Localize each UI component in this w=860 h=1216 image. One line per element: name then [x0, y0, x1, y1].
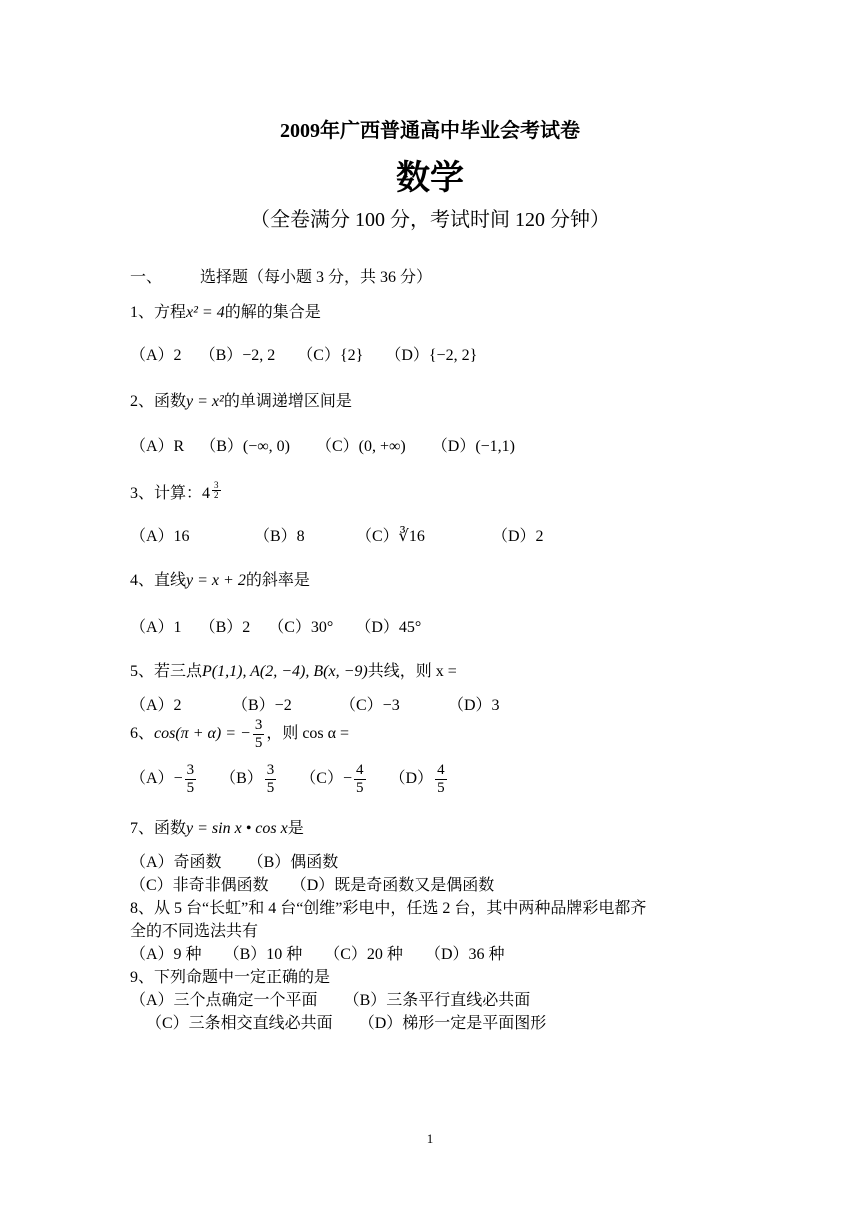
q8-option-a[interactable]: （A）9 种 — [130, 946, 202, 963]
q6-option-c[interactable] — [300, 762, 367, 797]
q2-option-d[interactable]: （D）(−1,1) — [431, 438, 516, 455]
q7-option-d[interactable]: （D）既是奇函数又是偶函数 — [290, 877, 495, 894]
section-number: 一、 — [130, 269, 163, 286]
q5-option-c[interactable]: （C）−3 — [340, 697, 400, 714]
q5-option-b[interactable]: （B）−2 — [232, 697, 292, 714]
question-3 — [130, 480, 223, 503]
q2-prefix: 2、函数 — [130, 393, 187, 410]
q3-options — [130, 523, 544, 546]
q4-option-c[interactable]: （C）30° — [268, 619, 334, 636]
q6-fraction-num: 3 — [254, 717, 263, 733]
q9-option-a[interactable]: （A）三个点确定一个平面 — [130, 992, 318, 1009]
q3-exponent-den: 2 — [214, 490, 219, 500]
question-6 — [130, 717, 349, 752]
q6-option-a-den: 5 — [186, 780, 195, 796]
q6-option-d-den: 5 — [437, 780, 445, 796]
q5-options — [130, 692, 500, 715]
exam-note: （全卷满分 100 分，考试时间 120 分钟） — [250, 209, 610, 231]
q1-math: x² = 4 — [186, 304, 225, 321]
section-title: 选择题（每小题 3 分，共 36 分） — [200, 269, 433, 286]
q6-fraction-den: 5 — [254, 735, 263, 751]
q5-option-a[interactable]: （A）2 — [130, 697, 182, 714]
q4-option-a[interactable]: （A）1 — [130, 619, 182, 636]
q1-option-b[interactable]: （B）−2, 2 — [199, 347, 276, 364]
q2-math: y = x² — [186, 393, 224, 410]
q6-option-a-num: 3 — [186, 762, 195, 778]
q9-options-row2 — [146, 1010, 546, 1033]
q6-option-c-den: 5 — [356, 780, 364, 796]
q6-option-a-fraction — [185, 762, 197, 797]
q7-option-c[interactable]: （C）非奇非偶函数 — [130, 877, 269, 894]
q1-option-c[interactable]: （C）{2} — [297, 347, 364, 364]
q5-math: P(1,1), A(2, −4), B(x, −9) — [202, 663, 368, 680]
q3-exponent-num: 3 — [214, 480, 219, 490]
q6-prefix: 6、 — [130, 725, 155, 743]
question-9: 9、下列命题中一定正确的是 — [130, 969, 331, 986]
q3-option-c[interactable]: （C）∛16 — [356, 528, 425, 545]
q2-options — [130, 433, 515, 456]
q4-option-d[interactable]: （D）45° — [355, 619, 422, 636]
subject-title: 数学 — [396, 158, 464, 198]
q2-option-b[interactable]: （B）(−∞, 0) — [200, 438, 290, 455]
q5-option-d[interactable]: （D）3 — [448, 697, 500, 714]
q6-option-b-num: 3 — [266, 762, 275, 778]
q6-option-a[interactable] — [130, 762, 198, 797]
q6-math: cos(π + α) = − — [154, 725, 251, 743]
q2-option-a[interactable]: （A）R — [130, 438, 185, 455]
q9-options-row1 — [130, 987, 530, 1010]
q3-option-b[interactable]: （B）8 — [254, 528, 305, 545]
q6-option-d-label: （D） — [389, 770, 434, 788]
question-4 — [130, 567, 310, 590]
q2-option-c[interactable]: （C）(0, +∞) — [316, 438, 406, 455]
q8-option-c[interactable]: （C）20 种 — [324, 946, 403, 963]
q6-option-d[interactable] — [390, 762, 449, 797]
q6-option-c-num: 4 — [356, 762, 364, 778]
q3-exponent — [212, 481, 221, 500]
q1-option-a[interactable]: （A）2 — [130, 347, 182, 364]
q2-suffix: 的单调递增区间是 — [223, 393, 352, 410]
q3-base: 4 — [202, 485, 211, 502]
q6-option-c-label: （C） — [300, 770, 343, 788]
q6-option-d-fraction — [435, 762, 447, 797]
q3-option-a[interactable]: （A）16 — [130, 528, 190, 545]
q8-options — [130, 941, 505, 964]
q6-option-c-fraction — [354, 762, 366, 797]
q3-prefix: 3、计算： — [130, 485, 203, 502]
question-1 — [130, 299, 321, 322]
q5-suffix: 共线，则 x = — [367, 663, 457, 680]
q4-prefix: 4、直线 — [130, 572, 187, 589]
q4-math: y = x + 2 — [186, 572, 246, 589]
q3-option-d[interactable]: （D）2 — [492, 528, 544, 545]
q7-option-a[interactable]: （A）奇函数 — [130, 854, 222, 871]
q6-option-b[interactable] — [220, 762, 278, 797]
question-5 — [130, 658, 457, 681]
q1-option-d[interactable]: （D）{−2, 2} — [385, 347, 478, 364]
q6-suffix: ，则 cos α = — [266, 725, 350, 743]
q7-options-row2 — [130, 872, 494, 895]
q6-option-c-sign: − — [342, 770, 352, 788]
q7-option-b[interactable]: （B）偶函数 — [247, 854, 339, 871]
question-2 — [130, 388, 352, 411]
q6-option-b-label: （B） — [220, 770, 263, 788]
question-8-line2: 全的不同选法共有 — [130, 923, 259, 940]
q4-option-b[interactable]: （B）2 — [199, 619, 251, 636]
q5-prefix: 5、若三点 — [130, 663, 203, 680]
q1-prefix: 1、方程 — [130, 304, 187, 321]
q7-prefix: 7、函数 — [130, 820, 187, 837]
page-number: 1 — [426, 1131, 434, 1146]
q7-suffix: 是 — [287, 820, 304, 837]
q6-option-b-fraction — [265, 762, 277, 797]
q1-suffix: 的解的集合是 — [224, 304, 321, 321]
q1-options — [130, 342, 477, 365]
question-7 — [130, 815, 304, 838]
q4-options — [130, 614, 421, 637]
q7-options-row1 — [130, 849, 338, 872]
q9-option-c[interactable]: （C）三条相交直线必共面 — [146, 1015, 333, 1032]
q8-option-d[interactable]: （D）36 种 — [424, 946, 505, 963]
q6-option-a-label: （A） — [130, 770, 174, 788]
section-heading — [130, 264, 432, 287]
q6-option-a-sign: − — [173, 770, 183, 788]
q6-fraction — [253, 717, 265, 752]
q4-suffix: 的斜率是 — [245, 572, 310, 589]
question-8-line1: 8、从 5 台“长虹”和 4 台“创维”彩电中，任选 2 台，其中两种品牌彩电都齐 — [130, 900, 647, 917]
q7-math: y = sin x • cos x — [186, 820, 288, 837]
q6-option-b-den: 5 — [266, 780, 275, 796]
q8-option-b[interactable]: （B）10 种 — [223, 946, 303, 963]
q6-options — [130, 762, 449, 797]
exam-title: 2009年广西普通高中毕业会考试卷 — [280, 120, 580, 142]
q9-option-d[interactable]: （D）梯形一定是平面图形 — [358, 1015, 547, 1032]
q6-option-d-num: 4 — [437, 762, 445, 778]
q9-option-b[interactable]: （B）三条平行直线必共面 — [343, 992, 531, 1009]
